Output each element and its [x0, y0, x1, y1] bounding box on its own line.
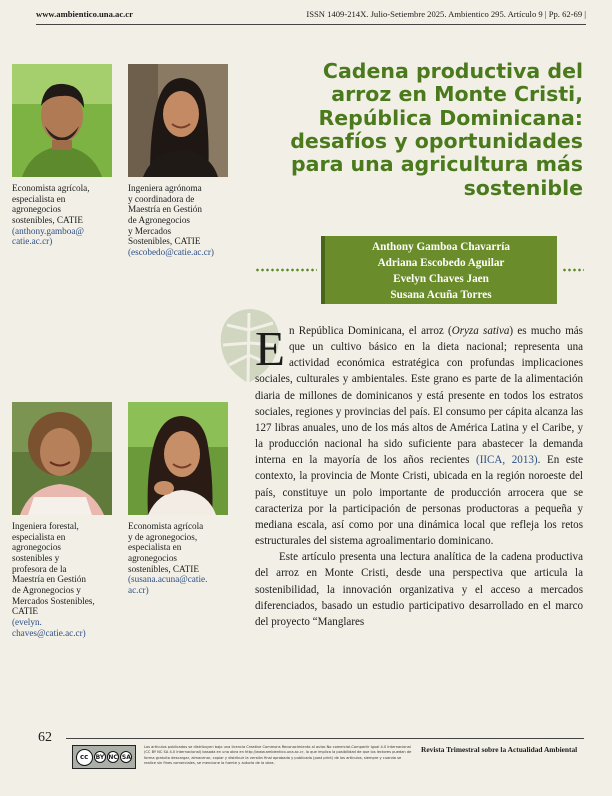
author-photo-anthony	[12, 64, 112, 177]
author-email-link[interactable]: (anthony.gamboa@	[12, 225, 84, 236]
author-name: Evelyn Chaves Jaen	[393, 273, 489, 285]
author-name: Anthony Gamboa Chavarría	[372, 241, 510, 253]
author-photo-susana	[128, 402, 228, 515]
title-line: para una agricultura más	[290, 152, 583, 177]
title-line: desafíos y oportunidades	[290, 129, 583, 154]
journal-name: Revista Trimestral sobre la Actualidad Ambiental	[421, 745, 578, 754]
caption-line: especialista en	[12, 193, 66, 204]
caption-line: CATIE	[12, 606, 39, 617]
caption-line: profesora de la	[12, 563, 67, 574]
caption-line: sostenibles, CATIE	[128, 563, 199, 574]
caption-line: agronegocios	[12, 204, 61, 215]
text-run: n República Dominicana, el arroz (	[288, 325, 452, 337]
species-name: Oryza sativa	[451, 325, 510, 337]
title-line: arroz en Monte Cristi,	[331, 82, 583, 107]
license-text: Los artículos publicados se distribuyen bajo una licencia Creative Commons Reconocimiento al autor-No comercial-Compartir igual 4.0 Internacional (CC BY NC SA 4.0 Internacional) basada en una obra en http://www.ambientico.una.ac.cr, lo que implica la posibilidad de que los lectores puedan de forma gratuita descargar, almacenar, copiar y distribuir la versión final aprobada y publicada (post print) de los artículos, siempre y cuando se realice sin fines comerciales, se mencione la fuente y autoría de la obra.	[144, 745, 412, 765]
drop-cap: E	[255, 321, 285, 376]
author-caption-evelyn	[12, 521, 118, 638]
author-email-link[interactable]: (evelyn.	[12, 617, 42, 628]
caption-line: Economista agrícola	[128, 521, 204, 531]
caption-line: Sostenibles, CATIE	[128, 236, 201, 247]
author-caption-anthony	[12, 183, 118, 247]
caption-line: especialista en	[12, 531, 66, 542]
site-url[interactable]: www.ambientico.una.ac.cr	[36, 9, 133, 19]
author-email-link[interactable]: catie.ac.cr)	[12, 236, 53, 247]
caption-line: Ingeniera agrónoma	[128, 183, 202, 193]
author-email-link[interactable]: (escobedo@catie.ac.cr)	[128, 247, 214, 258]
article-title	[255, 60, 583, 200]
caption-line: de Agronegocios	[128, 215, 191, 226]
caption-line: Economista agrícola,	[12, 183, 90, 193]
cc-icon: cc	[76, 749, 93, 766]
author-name: Adriana Escobedo Aguilar	[377, 257, 505, 269]
caption-line: Ingeniera forestal,	[12, 521, 79, 531]
caption-line: especialista en	[128, 542, 182, 553]
text-run: ) es mucho más que un cultivo básico en la dieta nacional; representa una actividad económica estratégica con profundas implicaciones sociales, culturales y ambientales. Este grano es parte de la alimentación diaria de millones de dominicanos y está presente en todos los estratos sociales, regiones y provincias del país. El consumo per cápita alcanza las 127 libras anuales, uno de los más altos de América Latina y el Caribe, y la producción nacional ha sido suficiente para abastecer la demanda interna en la mayoría de los años recientes	[255, 325, 583, 467]
dotted-rule-left	[255, 268, 317, 272]
cc-sa-icon: SA	[120, 751, 132, 763]
article-body	[255, 323, 583, 630]
author-name: Susana Acuña Torres	[390, 289, 492, 301]
caption-line: agronegocios	[12, 542, 61, 553]
page-header	[36, 9, 586, 25]
caption-line: de Agronegocios y	[12, 585, 81, 596]
caption-line: Mercados Sostenibles,	[12, 595, 95, 606]
author-caption-susana	[128, 521, 234, 596]
title-line: Cadena productiva del	[322, 59, 583, 83]
cc-by-icon: BY	[94, 751, 106, 763]
author-email-link[interactable]: (susana.acuna@catie.	[128, 574, 208, 585]
caption-line: sostenibles y	[12, 553, 60, 564]
footer-rule	[66, 738, 584, 739]
authors-box	[321, 236, 557, 304]
title-line: sostenible	[463, 175, 583, 200]
title-line: República Dominicana:	[318, 105, 583, 130]
paragraph-2: Este artículo presenta una lectura analítica de la cadena productiva del arroz en Monte Cristi, desde una perspectiva que articula la sostenibilidad, la innovación organizativa y el acceso a mercados diferenciados, basado un estudio participativo desarrollado en el marco del proyecto “Manglares	[255, 551, 583, 628]
caption-line: agronegocios	[128, 553, 177, 564]
cc-nc-icon: NC	[107, 751, 119, 763]
caption-line: Maestría en Gestión	[12, 574, 86, 585]
caption-line: y de agronegocios,	[128, 531, 198, 542]
author-photo-evelyn	[12, 402, 112, 515]
citation-link[interactable]: (IICA, 2013)	[476, 454, 538, 467]
issue-info: ISSN 1409-214X. Julio-Setiembre 2025. Ambientico 295. Artículo 9 | Pp. 62-69 |	[306, 9, 586, 19]
cc-license-badge[interactable]	[72, 745, 136, 769]
dotted-rule-right	[562, 268, 584, 272]
caption-line: sostenibles, CATIE	[12, 215, 83, 226]
caption-line: y coordinadora de	[128, 193, 195, 204]
author-caption-adriana	[128, 183, 234, 258]
author-email-link[interactable]: ac.cr)	[128, 585, 149, 596]
caption-line: Maestría en Gestión	[128, 204, 202, 215]
author-photo-adriana	[128, 64, 228, 177]
caption-line: y Mercados	[128, 225, 172, 236]
paragraph-1	[255, 323, 583, 549]
page-number: 62	[38, 730, 52, 745]
author-email-link[interactable]: chaves@catie.ac.cr)	[12, 627, 86, 638]
text-run: . En este contexto, la provincia de Monte Cristi, ubicada en la región noroeste del país, constituye un polo importante de producción arrocera que se caracteriza por la participación de personas productoras a pequeña y mediana escala, así como por una dinámica local que refleja los retos estructurales del sistema agroalimentario dominicano.	[255, 454, 584, 548]
